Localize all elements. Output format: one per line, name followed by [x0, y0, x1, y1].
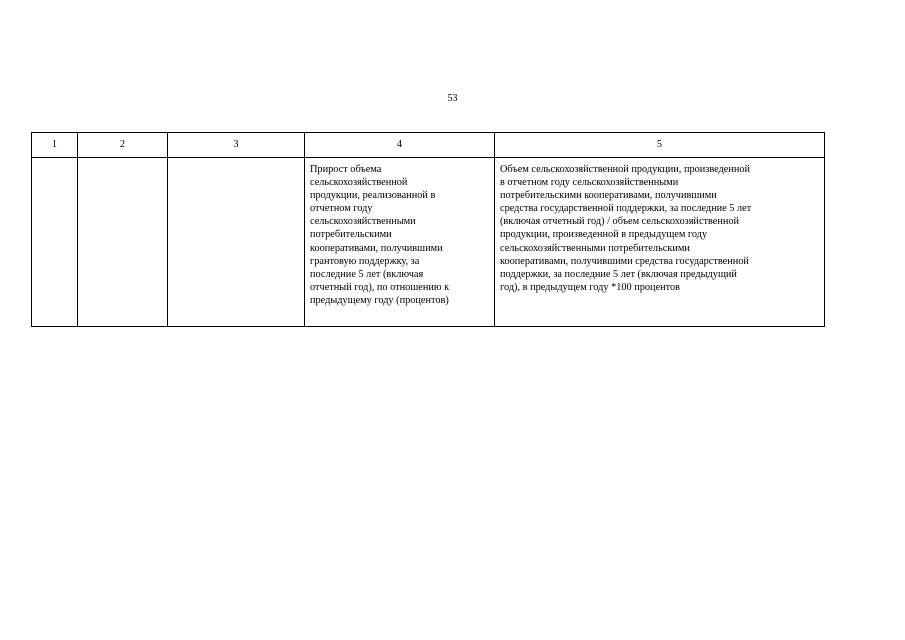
table-header-row	[32, 133, 825, 158]
header-cell-1: 1	[32, 133, 78, 158]
cell-col-1-text	[32, 158, 77, 163]
cell-col-5	[495, 158, 825, 327]
page-number: 53	[447, 93, 458, 104]
indicator-table	[31, 132, 825, 327]
header-cell-3: 3	[168, 133, 305, 158]
header-cell-4: 4	[305, 133, 495, 158]
header-cell-5: 5	[495, 133, 825, 158]
cell-col-4	[305, 158, 495, 327]
calculation-formula-text: Объем сельскохозяйственной продукции, произведенной в отчетном году сельскохозяйственными потребительскими кооперативами, получившими средства государственной поддержки, за последние 5 лет (включая отчетный год) / объем сельскохозяйственной продукции, произведенной в предыдущем году сельскохозяйственными потребительскими кооперативами, получившими средства государственной поддержки, за последние 5 лет (включая предыдущий год), в предыдущем году *100 процентов	[500, 164, 752, 293]
cell-col-2-text	[78, 158, 167, 163]
indicator-name-text: Прирост объема сельскохозяйственной продукции, реализованной в отчетном году сельскохозяйственными потребительскими кооперативами, получившими грантовую поддержку, за последние 5 лет (включая отчетный год), по отношению к предыдущему году (процентов)	[310, 164, 450, 306]
cell-col-3	[168, 158, 305, 327]
cell-col-2	[78, 158, 168, 327]
cell-col-1	[32, 158, 78, 327]
header-cell-2: 2	[78, 133, 168, 158]
cell-col-3-text	[168, 158, 304, 163]
table-row	[32, 158, 825, 327]
